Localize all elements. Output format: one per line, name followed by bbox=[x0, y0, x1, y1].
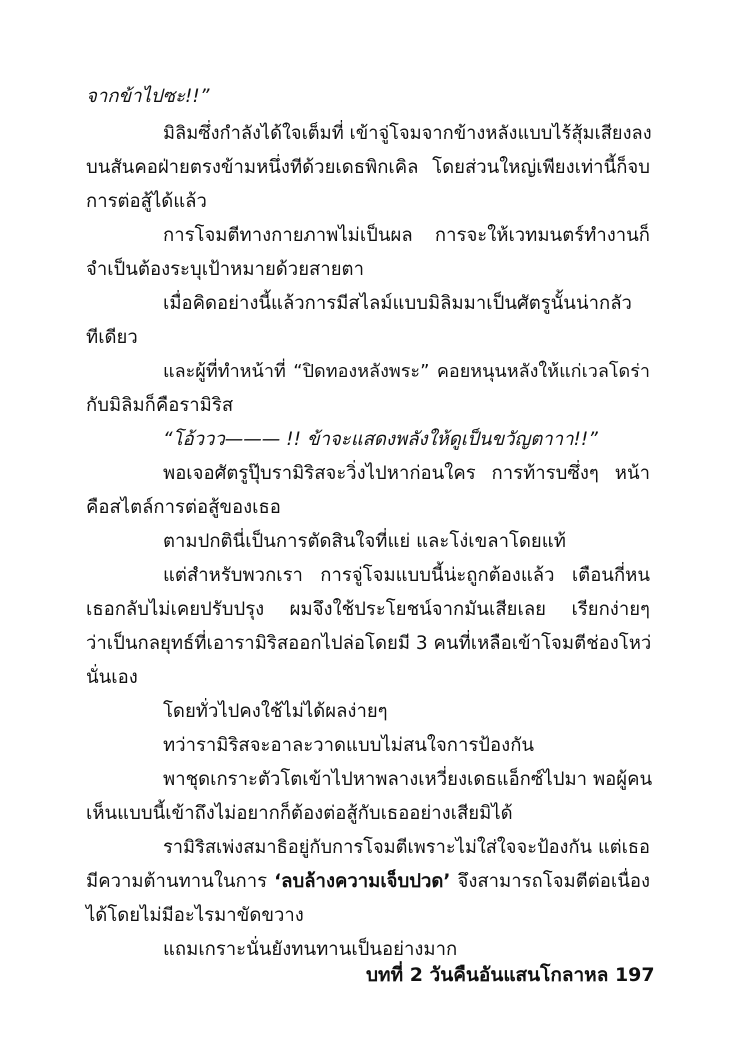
paragraph-line: รามิริสเพ่งสมาธิอยู่กับการโจมตีเพราะไม่ใส่ใจจะป้องกัน แต่เธอ bbox=[163, 837, 650, 858]
paragraph-line: นั่นเอง bbox=[86, 667, 138, 688]
paragraph-line: เห็นแบบนี้เข้าถึงไม่อยากก็ต้องต่อสู้กับเธออย่างเสียมิได้ bbox=[86, 803, 513, 824]
paragraph-line: ตามปกตินี่เป็นการตัดสินใจที่แย่ และโง่เขลาโดยแท้ bbox=[163, 531, 566, 552]
paragraph-line: บนสันคอฝ่ายตรงข้ามหนึ่งทีด้วยเดธพิกเคิล โดยส่วนใหญ่เพียงเท่านี้ก็จบ bbox=[86, 157, 650, 178]
paragraph-line: โดยทั่วไปคงใช้ไม่ได้ผลง่ายๆ bbox=[163, 701, 388, 722]
paragraph-line: มิลิมซึ่งกำลังได้ใจเต็มที่ เข้าจู่โจมจากข้างหลังแบบไร้สุ้มเสียงลง bbox=[163, 123, 652, 144]
paragraph-line: จำเป็นต้องระบุเป้าหมายด้วยสายตา bbox=[86, 259, 364, 280]
paragraph-line: และผู้ที่ทำหน้าที่ “ปิดทองหลังพระ” คอยหนุนหลังให้แก่เวลโดร่า bbox=[163, 361, 650, 382]
paragraph-line: แถมเกราะนั่นยังทนทานเป็นอย่างมาก bbox=[163, 939, 458, 960]
paragraph-line: กับมิลิมก็คือรามิริส bbox=[86, 395, 234, 416]
paragraph-line: ว่าเป็นกลยุทธ์ที่เอารามิริสออกไปล่อโดยมี 3 คนที่เหลือเข้าโจมตีช่องโหว่ bbox=[86, 633, 652, 654]
paragraph-text: จึงสามารถโจมตีต่อเนื่อง bbox=[450, 871, 650, 892]
paragraph-line: คือสไตล์การต่อสู้ของเธอ bbox=[86, 497, 281, 518]
paragraph-line: ทว่ารามิริสจะอาละวาดแบบไม่สนใจการป้องกัน bbox=[163, 735, 535, 756]
dialogue-line: “โอ้ววว——— !! ข้าจะแสดงพลังให้ดูเป็นขวัญตาาา!!” bbox=[163, 429, 598, 450]
page-footer: บทที่ 2 วันคืนอันแสนโกลาหล 197 bbox=[366, 964, 655, 986]
paragraph-line-with-emphasis bbox=[86, 869, 650, 895]
dialogue-line: จากข้าไปซะ!!” bbox=[86, 86, 210, 107]
paragraph-line: เธอกลับไม่เคยปรับปรุง ผมจึงใช้ประโยชน์จากมันเสียเลย เรียกง่ายๆ bbox=[86, 599, 650, 620]
paragraph-text: มีความต้านทานในการ bbox=[86, 871, 275, 892]
paragraph-line: เมื่อคิดอย่างนี้แล้วการมีสไลม์แบบมิลิมมาเป็นศัตรูนั้นน่ากลัว bbox=[163, 293, 632, 314]
paragraph-line: การต่อสู้ได้แล้ว bbox=[86, 191, 207, 212]
paragraph-line: ได้โดยไม่มีอะไรมาขัดขวาง bbox=[86, 905, 304, 926]
paragraph-line: แต่สำหรับพวกเรา การจู่โจมแบบนี้น่ะถูกต้องแล้ว เตือนกี่หน bbox=[163, 565, 650, 586]
skill-name-emphasis: ‘ลบล้างความเจ็บปวด’ bbox=[274, 871, 451, 892]
paragraph-line: ทีเดียว bbox=[86, 327, 138, 348]
paragraph-line: การโจมตีทางกายภาพไม่เป็นผล การจะให้เวทมนตร์ทำงานก็ bbox=[163, 225, 650, 246]
paragraph-line: พอเจอศัตรูปุ๊บรามิริสจะวิ่งไปหาก่อนใคร การท้ารบซึ่งๆ หน้า bbox=[163, 463, 650, 484]
paragraph-line: พาชุดเกราะตัวโตเข้าไปหาพลางเหวี่ยงเดธแอ็กซ์ไปมา พอผู้คน bbox=[163, 769, 653, 790]
